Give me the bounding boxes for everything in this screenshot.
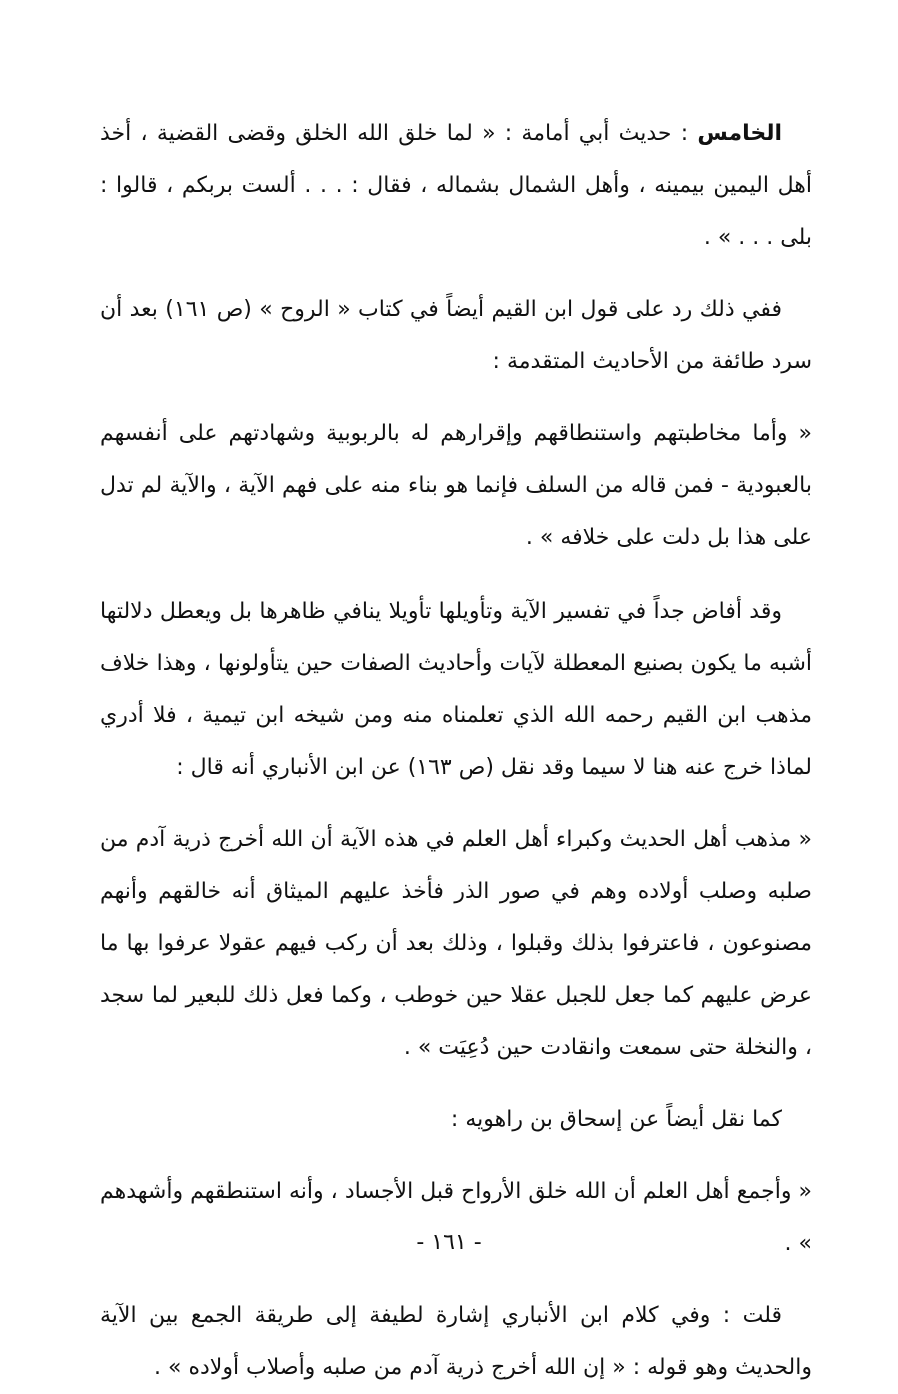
paragraph-tafsir-discussion: وقد أفاض جداً في تفسير الآية وتأويلها تأويلا ينافي ظاهرها بل ويعطل دلالتها أشبه ما يكون بصنيع المعطلة لآيات وأحاديث الصفات حين يتأولونها ، وهذا خلاف مذهب ابن القيم رحمه الله الذي تعلمناه منه ومن شيخه ابن تيمية ، فلا أدري لماذا خرج عنه هنا لا سيما وقد نقل (ص ١٦٣) عن ابن الأنباري أنه قال : [100, 599, 812, 780]
paragraph-text: : حديث أبي أمامة : « لما خلق الله الخلق وقضى القضية ، أخذ أهل اليمين بيمينه ، وأهل الشمال بشماله ، فقال : . . . ألست بربكم ، قالوا : بلى . . . » . [100, 121, 812, 250]
paragraph-ibn-qayyim-rebuttal: ففي ذلك رد على قول ابن القيم أيضاً في كتاب « الروح » (ص ١٦١) بعد أن سرد طائفة من الأحاديث المتقدمة : [100, 297, 812, 374]
page-body [100, 108, 812, 1394]
paragraph-ishaq-intro: كما نقل أيضاً عن إسحاق بن راهويه : [450, 1107, 782, 1132]
paragraph-quote-ishaq: « وأجمع أهل العلم أن الله خلق الأرواح قبل الأجساد ، وأنه استنطقهم وأشهدهم » . [100, 1179, 812, 1256]
page-number: - ١٦١ - [416, 1230, 482, 1255]
paragraph-conclusion: قلت : وفي كلام ابن الأنباري إشارة لطيفة إلى طريقة الجمع بين الآية والحديث وهو قوله : « إن الله أخرج ذرية آدم من صلبه وأصلاب أولاده » . [100, 1303, 812, 1380]
paragraph-lead: الخامس [697, 121, 782, 146]
paragraph-hadith-abu-umama [100, 108, 812, 264]
paragraph-quote-ruh: « وأما مخاطبتهم واستنطاقهم وإقرارهم له بالربوبية وشهادتهم على أنفسهم بالعبودية - فمن قاله من السلف فإنما هو بناء منه على فهم الآية ، والآية لم تدل على هذا بل دلت على خلافه » . [100, 421, 812, 550]
paragraph-quote-ibn-anbari: « مذهب أهل الحديث وكبراء أهل العلم في هذه الآية أن الله أخرج ذرية آدم من صلبه وصلب أولاده وهم في صور الذر فأخذ عليهم الميثاق أنه خالقهم وأنهم مصنوعون ، فاعترفوا بذلك وقبلوا ، وذلك بعد أن ركب فيهم عقولا عرفوا بها ما عرض عليهم كما جعل للجبل عقلا حين خوطب ، وكما فعل ذلك للبعير لما سجد ، والنخلة حتى سمعت وانقادت حين دُعِيَت » . [100, 827, 812, 1060]
